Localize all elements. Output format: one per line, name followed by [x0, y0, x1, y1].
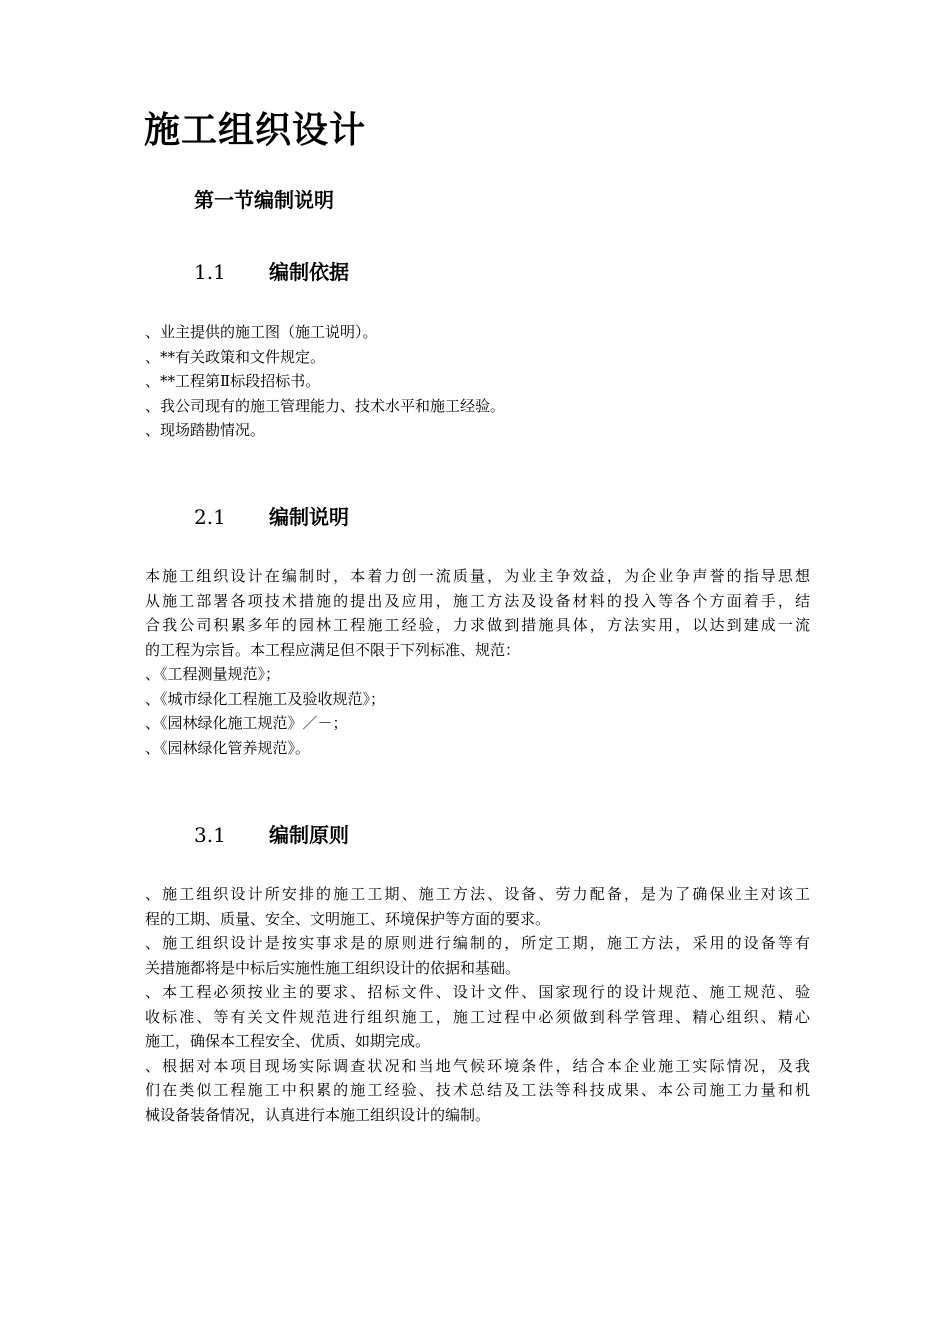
subsection-heading-principles: [194, 819, 349, 851]
subsection-heading-description: [194, 501, 349, 533]
list-item: 、业主提供的施工图（施工说明）。: [145, 323, 378, 341]
subsection-number: 1.1: [194, 260, 226, 284]
paragraph-line: 程的工期、质量、安全、文明施工、环境保护等方面的要求。: [145, 909, 551, 928]
list-item: 、**工程第Ⅱ标段招标书。: [145, 372, 321, 390]
paragraph-line: 、根据对本项目现场实际调查状况和当地气候环境条件，结合本企业施工实际情况，及我: [145, 1056, 810, 1075]
subsection-number: 3.1: [194, 823, 226, 847]
paragraph-line: 们在类似工程施工中积累的施工经验、技术总结及工法等科技成果、本公司施工力量和机: [145, 1081, 810, 1099]
list-item: 、《城市绿化工程施工及验收规范》；: [145, 689, 386, 708]
subsection-number: 2.1: [194, 505, 226, 529]
list-item: 、《园林绿化管养规范》。: [145, 738, 311, 757]
section-heading: 第一节编制说明: [194, 188, 334, 212]
list-item: 、《工程测量规范》；: [145, 665, 281, 683]
paragraph-line: 关措施都将是中标后实施性施工组织设计的依据和基础。: [145, 958, 521, 977]
list-item: 、《园林绿化施工规范》／－；: [145, 714, 348, 732]
list-item: 、现场踏勘情况。: [145, 421, 266, 439]
subsection-title: 编制说明: [269, 505, 349, 529]
description-body: [145, 564, 810, 760]
paragraph-line: 械设备装备情况，认真进行本施工组织设计的编制。: [145, 1105, 491, 1124]
paragraph-line: 从施工部署各项技术措施的提出及应用，施工方法及设备材料的投入等各个方面着手，结: [145, 591, 810, 610]
subsection-heading-basis: [194, 256, 349, 288]
paragraph-line: 收标准、等有关文件规范进行组织施工，施工过程中必须做到科学管理、精心组织、精心: [145, 1007, 810, 1026]
list-item: 、我公司现有的施工管理能力、技术水平和施工经验。: [145, 396, 506, 415]
document-title: 施工组织设计: [144, 109, 367, 151]
paragraph-line: 、施工组织设计是按实事求是的原则进行编制的，所定工期，施工方法，采用的设备等有: [145, 934, 810, 952]
paragraph-line: 本施工组织设计在编制时，本着力创一流质量，为业主争效益，为企业争声誉的指导思想: [145, 567, 810, 585]
principles-body: [145, 882, 810, 1127]
subsection-title: 编制原则: [269, 823, 349, 847]
paragraph-line: 合我公司积累多年的园林工程施工经验，力求做到措施具体，方法实用，以达到建成一流: [145, 616, 810, 634]
paragraph-line: 、本工程必须按业主的要求、招标文件、设计文件、国家现行的设计规范、施工规范、验: [145, 983, 810, 1001]
basis-list: [145, 320, 810, 443]
list-item: 、**有关政策和文件规定。: [145, 347, 326, 366]
subsection-title: 编制依据: [269, 260, 349, 284]
paragraph-line: 、施工组织设计所安排的施工工期、施工方法、设备、劳力配备，是为了确保业主对该工: [145, 885, 810, 903]
paragraph-line: 的工程为宗旨。本工程应满足但不限于下列标准、规范：: [145, 640, 521, 659]
paragraph-line: 施工，确保本工程安全、优质、如期完成。: [145, 1032, 431, 1050]
